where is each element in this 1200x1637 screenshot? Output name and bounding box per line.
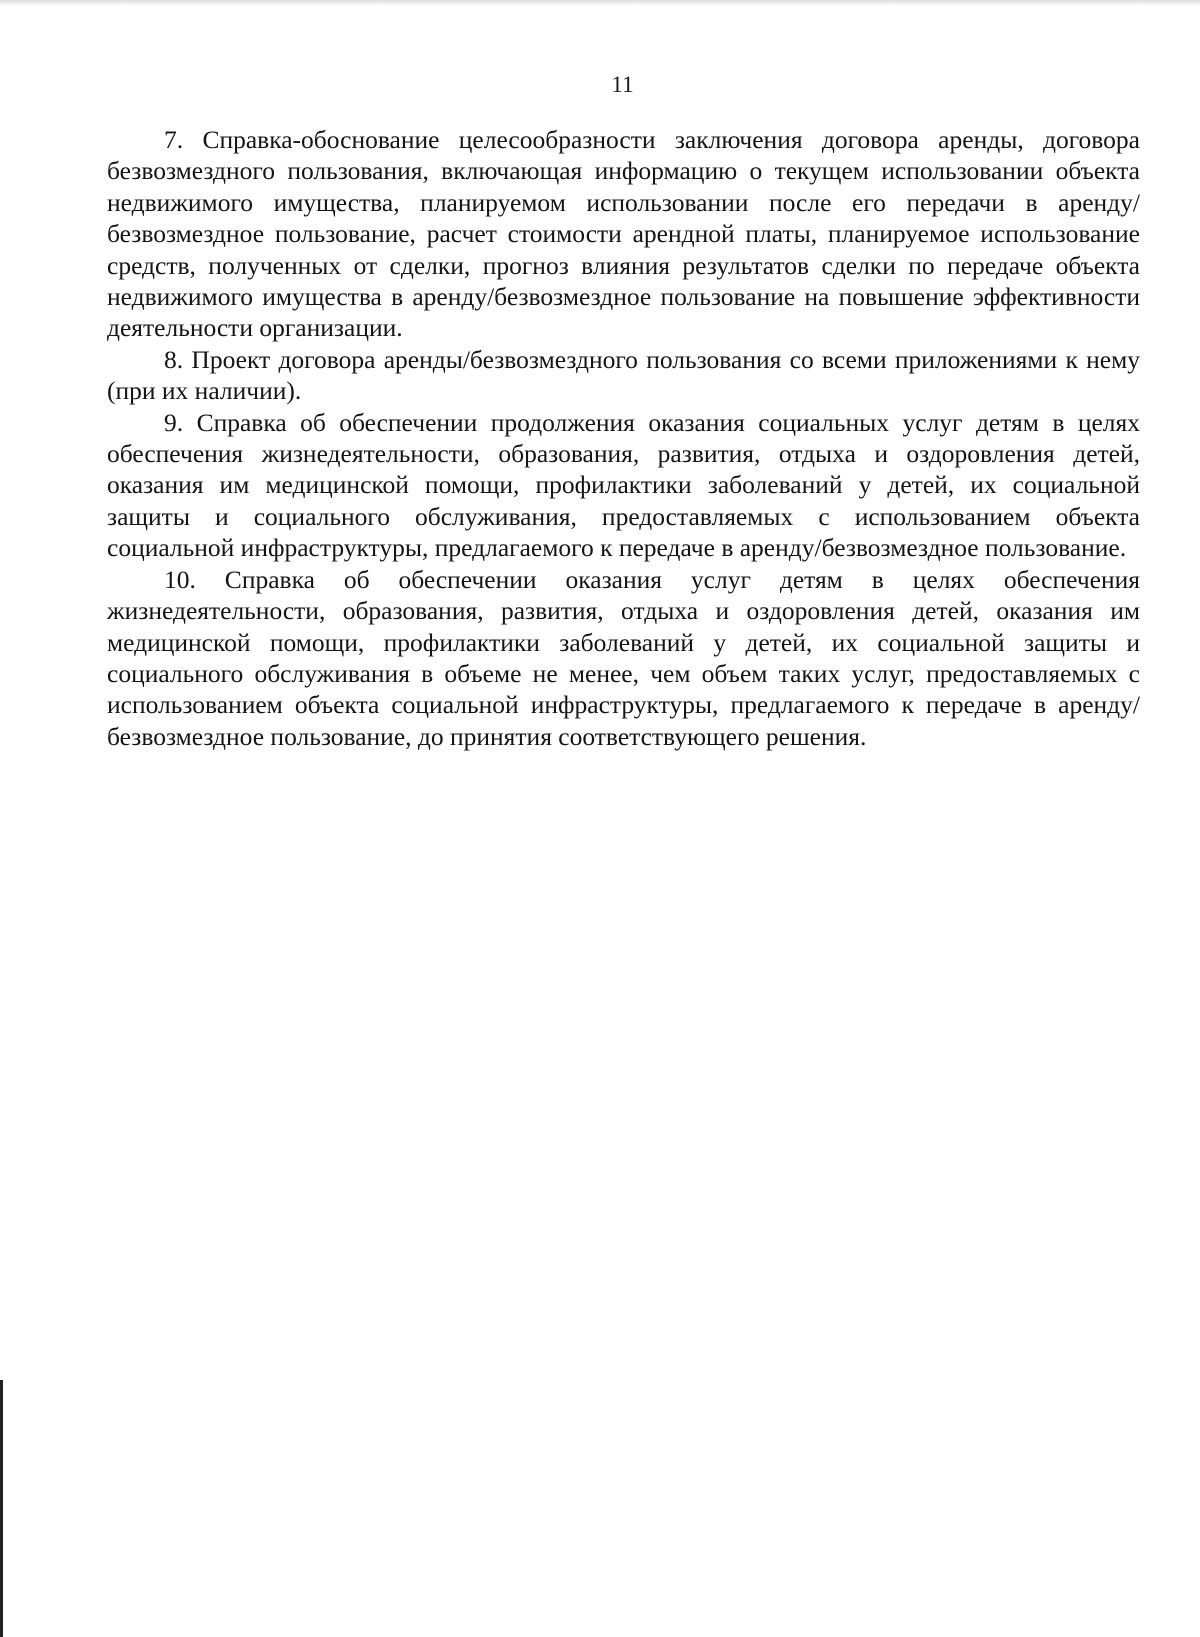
paragraph-10: 10. Справка об обеспечении оказания услуг детям в целях обеспечения жизнедеятельности, образования, развития, отдыха и оздоровления детей, оказания им медицинской помощи, профилактики заболеваний у детей, их социальной защиты и социального обслуживания в объеме не менее, чем объем таких услуг, предоставляемых с использованием объекта социальной инфраструктуры, предлагаемого к передаче в аренду/безвозмездное пользование, до принятия соответствующего решения. bbox=[107, 564, 1140, 751]
page-number: 11 bbox=[611, 72, 634, 97]
paragraph-9: 9. Справка об обеспечении продолжения оказания социальных услуг детям в целях обеспечения жизнедеятельности, образования, развития, отдыха и оздоровления детей, оказания им медицинской помощи, профилактики заболеваний у детей, их социальной защиты и социального обслуживания, предоставляемых с использованием объекта социальной инфраструктуры, предлагаемого к передаче в аренду/безвозмездное пользование. bbox=[107, 407, 1140, 563]
paragraph-8: 8. Проект договора аренды/безвозмездного пользования со всеми приложениями к нему (при их наличии). bbox=[107, 344, 1140, 406]
paragraph-7: 7. Справка-обоснование целесообразности заключения договора аренды, договора безвозмездного пользования, включающая информацию о текущем использовании объекта недвижимого имущества, планируемом использовании после его передачи в аренду/безвозмездное пользование, расчет стоимости арендной платы, планируемое использование средств, полученных от сделки, прогноз влияния результатов сделки по передаче объекта недвижимого имущества в аренду/безвозмездное пользование на повышение эффективности деятельности организации. bbox=[107, 125, 1140, 343]
document-body bbox=[107, 124, 1140, 752]
scan-edge-top bbox=[0, 0, 1200, 6]
scan-edge-left bbox=[0, 1380, 3, 1637]
